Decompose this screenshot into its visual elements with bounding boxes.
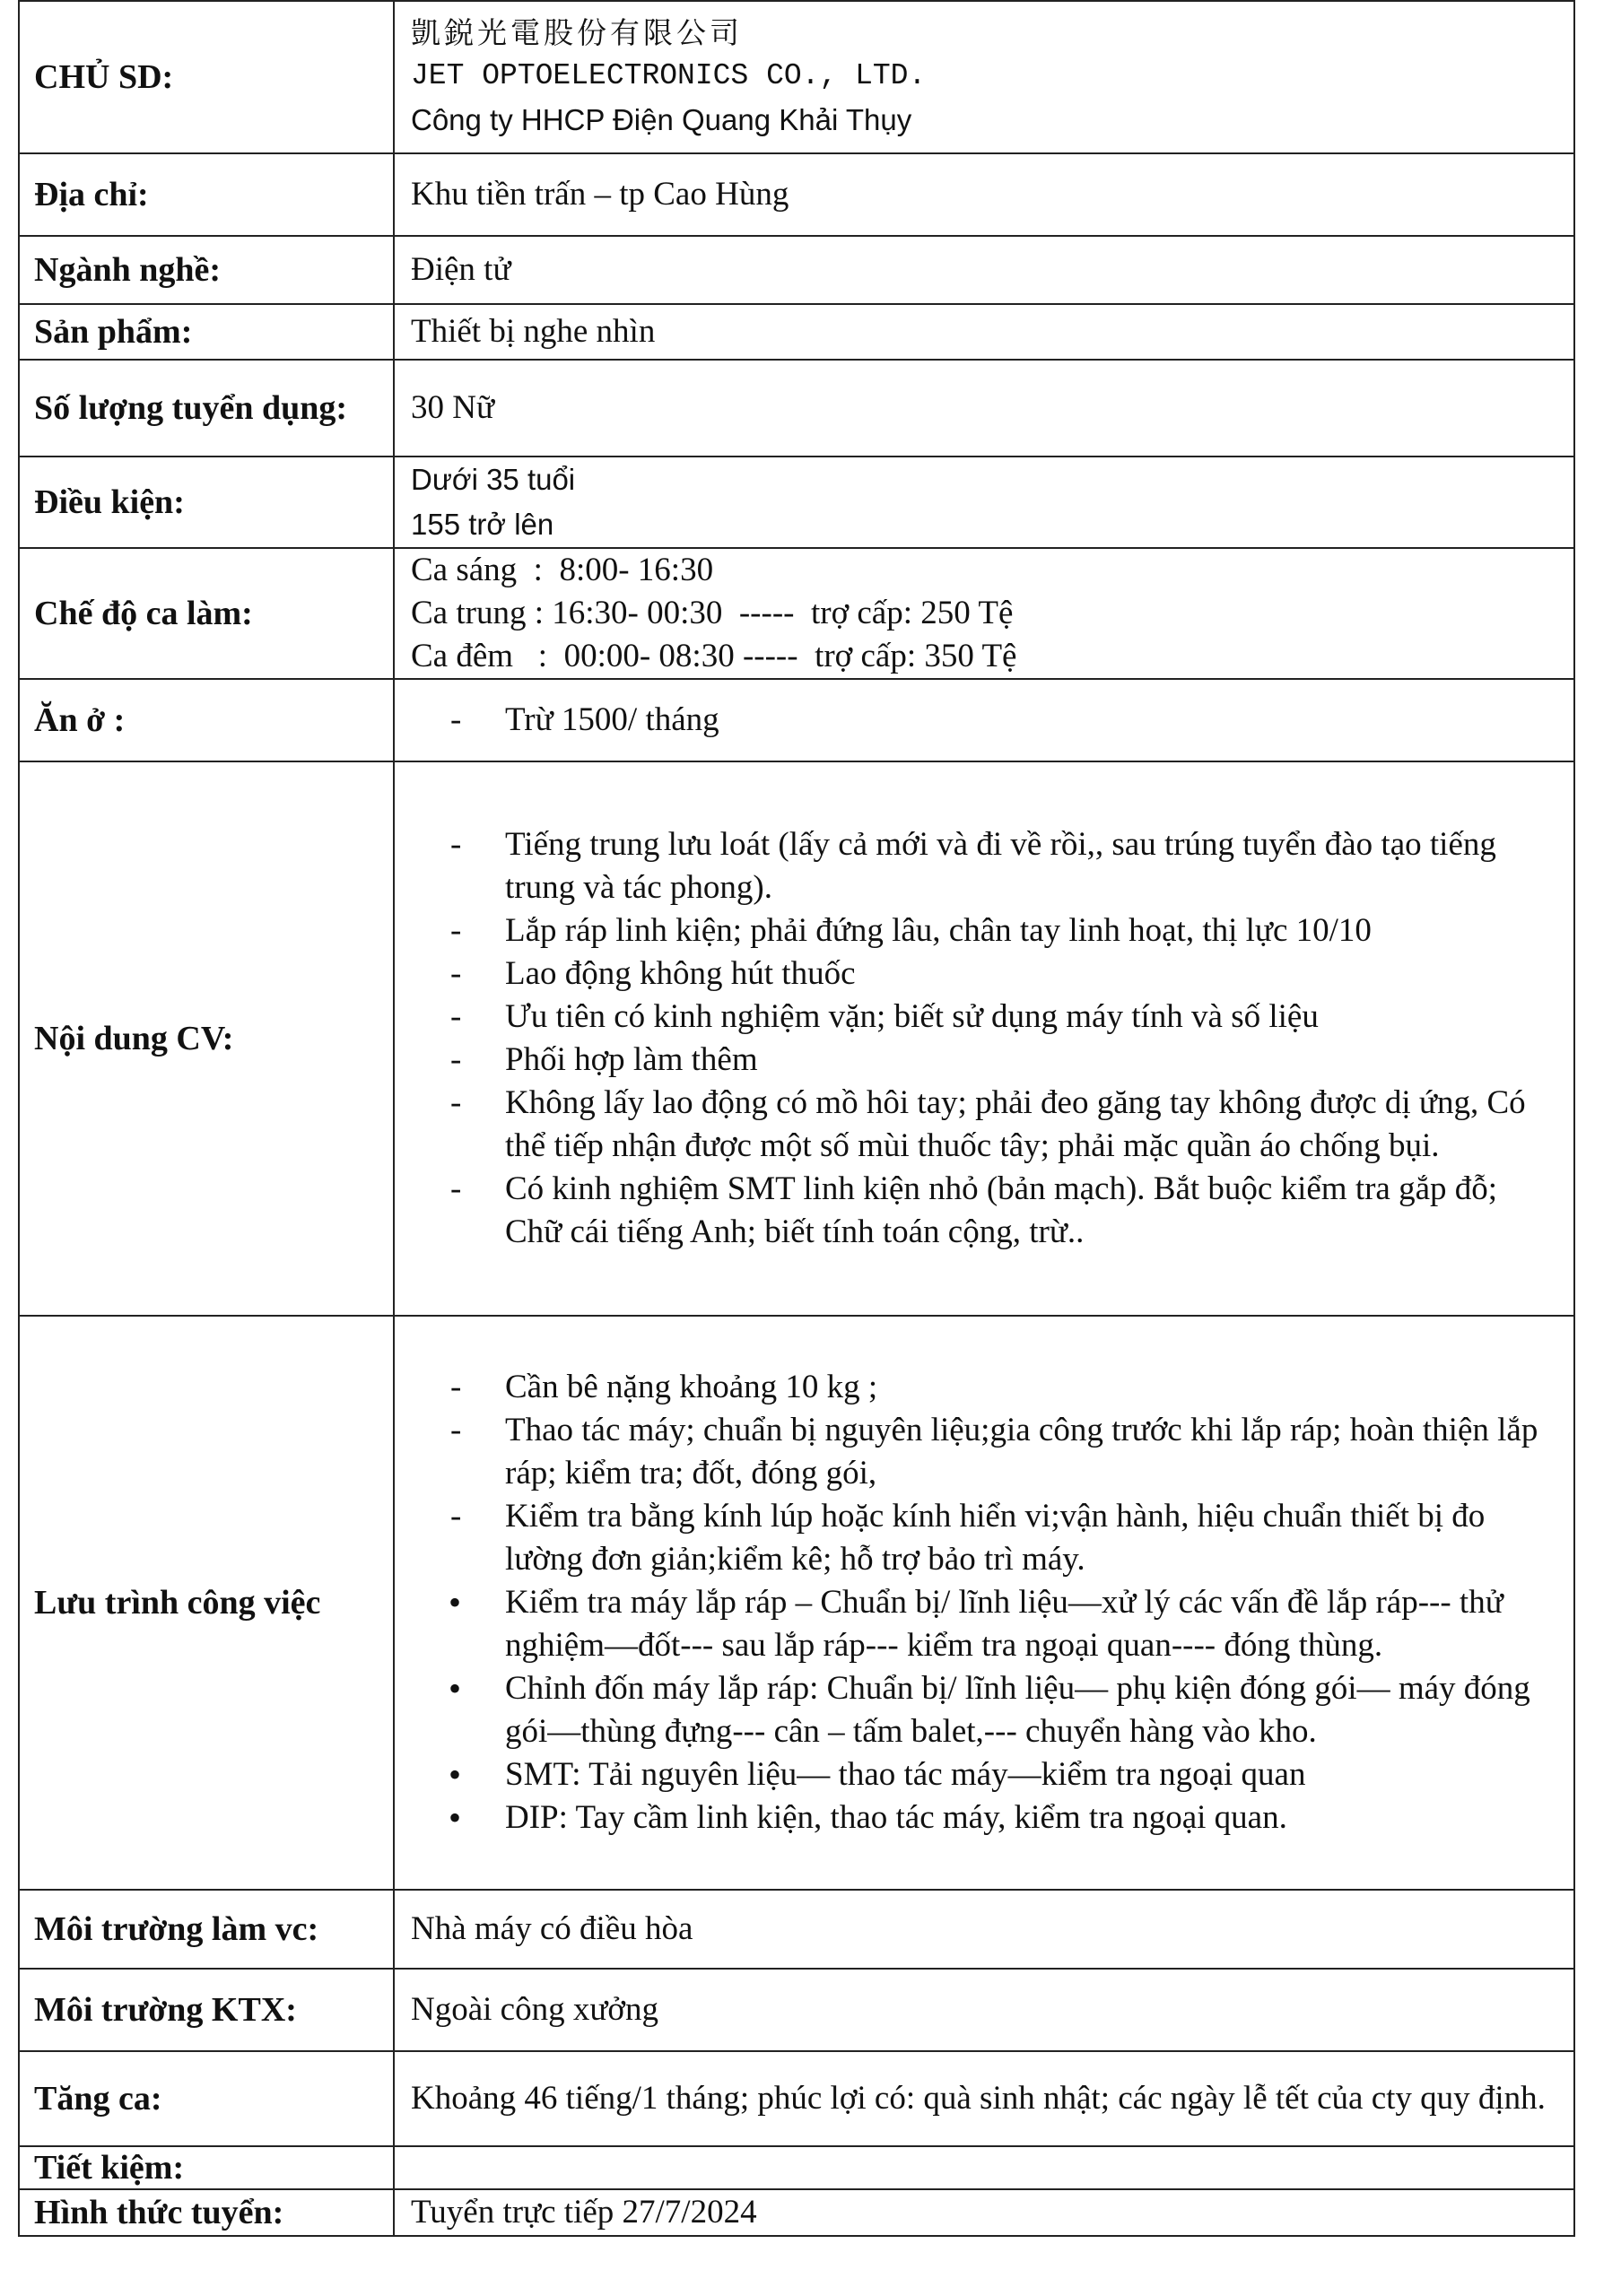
address-label: Địa chỉ: — [19, 153, 394, 236]
address-value: Khu tiền trấn – tp Cao Hùng — [394, 153, 1574, 236]
dormitory-value: Ngoài công xưởng — [394, 1969, 1574, 2051]
row-workflow — [19, 1316, 1574, 1890]
row-savings — [19, 2146, 1574, 2189]
employer-vietnamese-name: Công ty HHCP Điện Quang Khải Thụy — [411, 103, 912, 136]
row-overtime — [19, 2051, 1574, 2146]
employer-value — [394, 1, 1574, 153]
product-value: Thiết bị nghe nhìn — [394, 304, 1574, 360]
shift-night: Ca đêm : 00:00- 08:30 ----- trợ cấp: 350 Tệ — [411, 638, 1017, 674]
quantity-value: 30 Nữ — [394, 360, 1574, 457]
list-item: - Lắp ráp linh kiện; phải đứng lâu, chân tay linh hoạt, thị lực 10/10 — [395, 909, 1573, 952]
work-environment-value: Nhà máy có điều hòa — [394, 1890, 1574, 1969]
accommodation-value — [394, 679, 1574, 761]
row-industry — [19, 236, 1574, 304]
industry-label: Ngành nghề: — [19, 236, 394, 304]
work-environment-label: Môi trường làm vc: — [19, 1890, 394, 1969]
conditions-label: Điều kiện: — [19, 457, 394, 548]
list-item: - Phối hợp làm thêm — [395, 1039, 1573, 1082]
list-item: • DIP: Tay cầm linh kiện, thao tác máy, kiểm tra ngoại quan. — [395, 1796, 1573, 1839]
savings-value — [394, 2146, 1574, 2189]
list-item: - Có kinh nghiệm SMT linh kiện nhỏ (bản mạch). Bắt buộc kiểm tra gắp đỗ; — [395, 1168, 1573, 1211]
list-item: - Trừ 1500/ tháng — [395, 699, 1573, 742]
list-item: - Cần bê nặng khoảng 10 kg ; — [395, 1366, 1573, 1409]
row-job-content — [19, 761, 1574, 1316]
row-recruitment-form — [19, 2189, 1574, 2236]
savings-label: Tiết kiệm: — [19, 2146, 394, 2189]
list-item: • SMT: Tải nguyên liệu— thao tác máy—kiểm tra ngoại quan — [395, 1753, 1573, 1796]
list-item: • Kiểm tra máy lắp ráp – Chuẩn bị/ lĩnh liệu—xử lý các vấn đề lắp ráp--- thử nghiệm—đốt--- sau lắp ráp--- kiểm tra ngoại quan---- đóng thùng. — [395, 1581, 1573, 1667]
row-product — [19, 304, 1574, 360]
employer-chinese-name: 凱鋭光電股份有限公司 — [411, 15, 743, 50]
shift-middle: Ca trung : 16:30- 00:30 ----- trợ cấp: 250 Tệ — [411, 595, 1014, 631]
list-item: • Chỉnh đốn máy lắp ráp: Chuẩn bị/ lĩnh liệu— phụ kiện đóng gói— máy đóng gói—thùng đựng--- cân – tấm balet,--- chuyển hàng vào kho. — [395, 1667, 1573, 1753]
list-item: - Kiểm tra bằng kính lúp hoặc kính hiển vi;vận hành, hiệu chuẩn thiết bị đo lường đơn giản;kiểm kê; hỗ trợ bảo trì máy. — [395, 1495, 1573, 1581]
employer-label: CHỦ SD: — [19, 1, 394, 153]
conditions-value — [394, 457, 1574, 548]
dormitory-label: Môi trường KTX: — [19, 1969, 394, 2051]
list-item: - Không lấy lao động có mồ hôi tay; phải đeo găng tay không được dị ứng, Có thể tiếp nhận được một số mùi thuốc tây; phải mặc quần áo chống bụi. — [395, 1082, 1573, 1168]
workflow-value — [394, 1316, 1574, 1890]
overtime-value: Khoảng 46 tiếng/1 tháng; phúc lợi có: quà sinh nhật; các ngày lễ tết của cty quy định. — [394, 2051, 1574, 2146]
job-content-label: Nội dung CV: — [19, 761, 394, 1316]
list-item: - Lao động không hút thuốc — [395, 952, 1573, 996]
row-employer — [19, 1, 1574, 153]
shifts-label: Chế độ ca làm: — [19, 548, 394, 679]
condition-age: Dưới 35 tuổi — [411, 463, 576, 496]
job-content-value — [394, 761, 1574, 1316]
recruitment-form-value: Tuyển trực tiếp 27/7/2024 — [394, 2189, 1574, 2236]
row-address — [19, 153, 1574, 236]
row-dormitory — [19, 1969, 1574, 2051]
job-info-table — [18, 0, 1575, 2237]
product-label: Sản phẩm: — [19, 304, 394, 360]
row-accommodation — [19, 679, 1574, 761]
quantity-label: Số lượng tuyển dụng: — [19, 360, 394, 457]
list-item: - Ưu tiên có kinh nghiệm vặn; biết sử dụng máy tính và số liệu — [395, 996, 1573, 1039]
industry-value: Điện tử — [394, 236, 1574, 304]
row-shifts — [19, 548, 1574, 679]
overtime-label: Tăng ca: — [19, 2051, 394, 2146]
shift-morning: Ca sáng : 8:00- 16:30 — [411, 552, 714, 588]
row-quantity — [19, 360, 1574, 457]
row-work-environment — [19, 1890, 1574, 1969]
shifts-value — [394, 548, 1574, 679]
list-item: - Tiếng trung lưu loát (lấy cả mới và đi về rồi,, sau trúng tuyển đào tạo tiếng trung và tác phong). — [395, 823, 1573, 909]
recruitment-form-label: Hình thức tuyển: — [19, 2189, 394, 2236]
list-item: - Thao tác máy; chuẩn bị nguyên liệu;gia công trước khi lắp ráp; hoàn thiện lắp ráp; kiểm tra; đốt, đóng gói, — [395, 1409, 1573, 1495]
employer-english-name: JET OPTOELECTRONICS CO., LTD. — [411, 59, 927, 92]
accommodation-label: Ăn ở : — [19, 679, 394, 761]
condition-height: 155 trở lên — [411, 508, 554, 541]
workflow-label: Lưu trình công việc — [19, 1316, 394, 1890]
row-conditions — [19, 457, 1574, 548]
list-continuation: Chữ cái tiếng Anh; biết tính toán cộng, trừ.. — [505, 1213, 1085, 1250]
